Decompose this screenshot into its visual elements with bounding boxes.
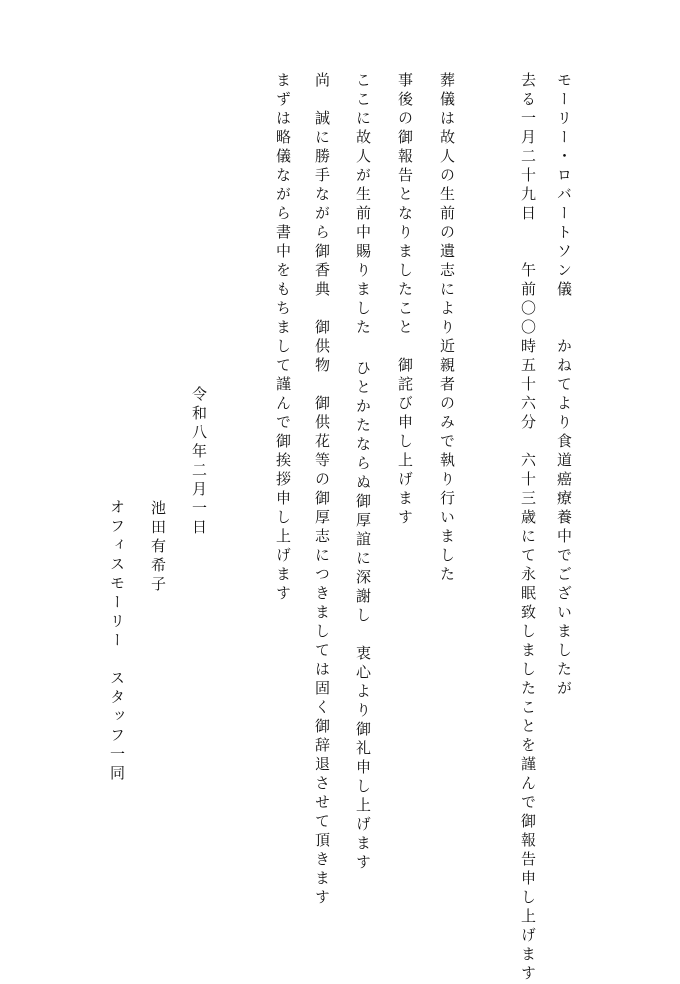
letter-line-6: 尚 誠に勝手ながら御香典 御供物 御供花等の御厚志につきましては固く御辞退させて頂きます [313,72,331,908]
signer-name: 池田有希子 [149,500,167,595]
letter-line-3: 葬儀は故人の生前の遺志により近親者のみで執り行いました [438,72,456,585]
letter-line-1: モーリー・ロバートソン儀 かねてより食道癌療養中でございましたが [555,72,573,699]
signer-staff: オフィスモーリー スタッフ一同 [108,499,126,784]
letter-date: 令和八年二月一日 [190,386,208,538]
letter-line-5: ここに故人が生前中賜りました ひとかたならぬ御厚誼に深謝し 衷心より御礼申し上げます [354,72,372,873]
letter-line-4: 事後の御報告となりましたこと 御詫び申し上げます [396,72,414,528]
letter-line-7: まずは略儀ながら書中をもちまして謹んで御挨拶申し上げます [274,72,292,604]
letter-line-2: 去る一月二十九日 午前〇〇時五十六分 六十三歳にて永眠致しましたことを謹んで御報告申し上げます [519,72,537,984]
